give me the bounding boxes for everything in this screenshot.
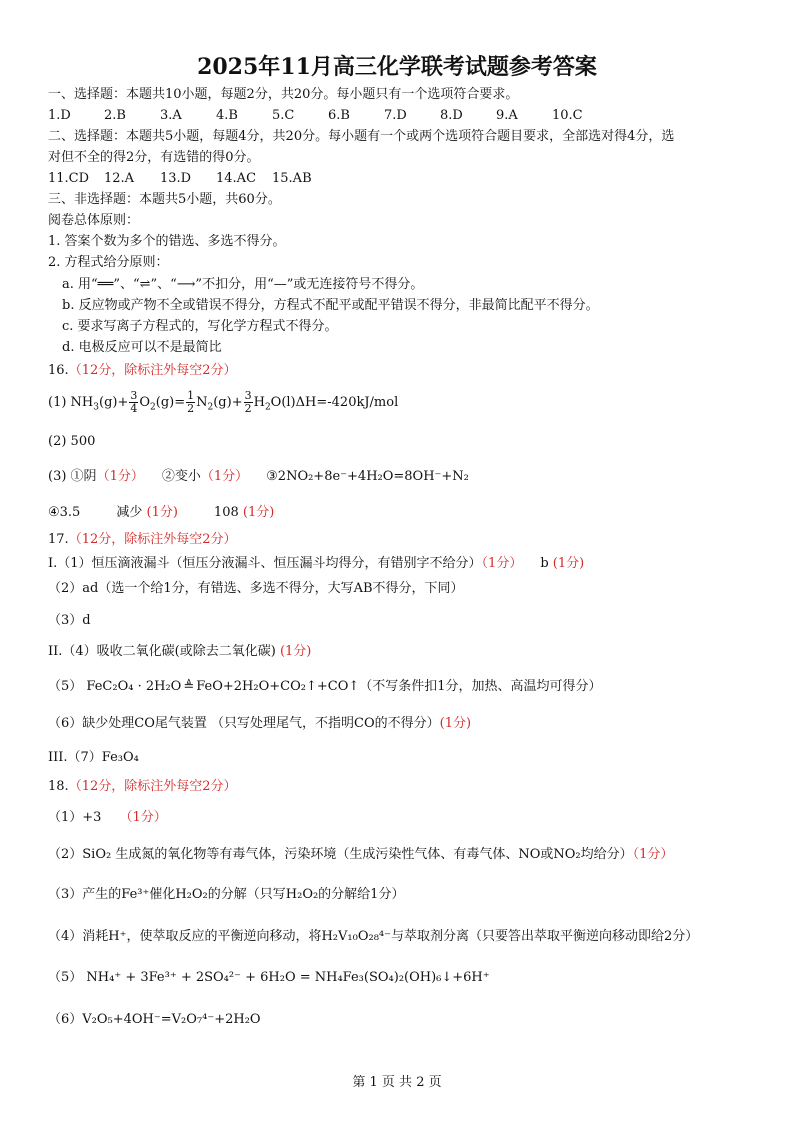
q16-header <box>48 362 237 380</box>
q16-a4-1: ④3.5 <box>48 505 81 520</box>
mc1-answer-7: 7.D <box>384 108 407 123</box>
q18-a1: （1）+3 <box>48 810 102 825</box>
q16-a3-score2: （1分） <box>200 469 249 484</box>
section2-heading-line1: 二、选择题：本题共5小题，每题4分，共20分。每小题有一个或两个选项符合题目要求，全部选对得4分，选 <box>48 129 675 144</box>
q18-a1-score: （1分） <box>119 810 167 825</box>
q17-a4-score: (1分) <box>279 644 312 659</box>
principle-2a: a. 用“══”、“⇌”、“⟶”不扣分，用“—”或无连接符号不得分。 <box>62 277 424 292</box>
principle-2c: c. 要求写离子方程式的，写化学方程式不得分。 <box>62 319 338 334</box>
q18-line2 <box>48 846 673 864</box>
q17-a5-reactant: （5） FeC₂O₄ · 2H₂O <box>48 679 182 694</box>
q18-scoring-note: （12分，除标注外每空2分） <box>68 779 237 794</box>
page-title: 2025年11月高三化学联考试题参考答案 <box>197 54 597 80</box>
q17-a5-heat-arrow: ≜ <box>183 679 195 694</box>
principle-1: 1. 答案个数为多个的错选、多选不得分。 <box>48 234 286 249</box>
q16-a3-score1: （1分） <box>96 469 144 484</box>
q16-scoring-note: （12分，除标注外每空2分） <box>68 363 237 378</box>
principle-2b: b. 反应物或产物不全或错误不得分，方程式不配平或配平错误不得分，非最简比配平不得分。 <box>62 298 599 313</box>
q18-line3: （3）产生的Fe³⁺催化H₂O₂的分解（只写H₂O₂的分解给1分） <box>48 887 405 902</box>
mc1-answer-8: 8.D <box>440 108 463 123</box>
q16-a4-score2: (1分) <box>242 505 275 520</box>
q17-line1 <box>48 555 584 573</box>
page-footer: 第 1 页 共 2 页 <box>352 1075 442 1090</box>
mc2-list <box>48 170 328 188</box>
q17-a1: I.（1）恒压滴液漏斗（恒压分液漏斗、恒压漏斗均得分，有错别字不给分） <box>48 556 482 571</box>
q17-a6: （6）缺少处理CO尾气装置 （只写处理尾气，不指明CO的不得分） <box>48 716 440 731</box>
q17-number: 17. <box>48 532 69 547</box>
q17-line5 <box>48 678 602 696</box>
q17-line3: （3）d <box>48 613 91 628</box>
mc1-answer-6: 6.B <box>328 108 350 123</box>
mc1-answer-10: 10.C <box>552 108 583 123</box>
q17-line7: III.（7）Fe₃O₄ <box>48 750 139 765</box>
mc-answers-1 <box>48 107 608 125</box>
mc1-answer-9: 9.A <box>496 108 518 123</box>
q16-a4-3: 108 <box>213 505 239 520</box>
q16-answer-4 <box>48 504 274 522</box>
q18-line4: （4）消耗H⁺，使萃取反应的平衡逆向移动，将H₂V₁₀O₂₈⁴⁻与萃取剂分离（只要答出萃取平衡逆向移动即给2分） <box>48 929 699 944</box>
q17-a6-score: (1分) <box>439 716 472 731</box>
section2-heading-line2: 对但不全的得2分，有选错的得0分。 <box>48 150 260 165</box>
section1-heading: 一、选择题：本题共10小题，每题2分，共20分。每小题只有一个选项符合要求。 <box>48 87 519 102</box>
mc2-answer-2: 12.A <box>104 171 135 186</box>
q18-line5: （5） NH₄⁺ + 3Fe³⁺ + 2SO₄²⁻ + 6H₂O = NH₄Fe₃(SO₄)₂(OH)₆↓+6H⁺ <box>48 970 490 985</box>
q16-a4-2: 减少 <box>116 505 143 520</box>
mc2-answer-5: 15.AB <box>272 171 312 186</box>
q16-enthalpy: ΔH=-420kJ/mol <box>295 395 399 410</box>
mc1-answer-2: 2.B <box>104 108 126 123</box>
mc-answers-2 <box>48 170 328 188</box>
principle-2d: d. 电极反应可以不是最简比 <box>62 340 222 355</box>
q17-line4 <box>48 643 311 661</box>
q18-line1 <box>48 809 167 827</box>
mc2-answer-4: 14.AC <box>216 171 257 186</box>
mc1-answer-4: 4.B <box>216 108 238 123</box>
mc1-answer-1: 1.D <box>48 108 71 123</box>
q17-a1-score: （1分） <box>481 556 523 571</box>
q18-header <box>48 778 237 796</box>
mc1-answer-3: 3.A <box>160 108 182 123</box>
q16-a4-score1: (1分) <box>146 505 178 520</box>
mc1-list <box>48 107 608 125</box>
q17-a5-products: FeO+2H₂O+CO₂↑+CO↑（不写条件扣1分，加热、高温均可得分） <box>196 679 602 694</box>
q16-answer-2: (2) 500 <box>48 434 96 449</box>
q16-a3-3: ③2NO₂+8e⁻+4H₂O=8OH⁻+N₂ <box>266 469 469 484</box>
mc2-answer-3: 13.D <box>160 171 192 186</box>
q17-line2: （2）ad（选一个给1分，有错选、多选不得分，大写AB不得分，下同） <box>48 581 464 596</box>
q17-a1-b: b <box>540 556 549 571</box>
q17-a4: II.（4）吸收二氧化碳(或除去二氧化碳) <box>48 644 276 659</box>
section3-heading: 三、非选择题：本题共5小题，共60分。 <box>48 192 281 207</box>
q16-a3-1: (3) ①阴 <box>48 469 97 484</box>
q18-a2-score: （1分） <box>632 847 674 862</box>
principle-2: 2. 方程式给分原则： <box>48 255 169 270</box>
q18-number: 18. <box>48 779 69 794</box>
q17-a1-b-score: (1分) <box>552 556 585 571</box>
q17-header <box>48 531 237 549</box>
q16-number: 16. <box>48 363 69 378</box>
mc1-answer-5: 5.C <box>272 108 295 123</box>
q17-line6 <box>48 715 471 733</box>
q16-answer-3 <box>48 468 469 486</box>
q16-answer-1: (1) $NH_3(g)+$ $\frac{3}{4}$ $O_2(g)=$ $\frac{1}{2}$ $N_2(g)+$ $\frac{3}{2}$ $H_2O(l)\Delta H=-420kJ$/mol <box>48 389 399 415</box>
q17-scoring-note: （12分，除标注外每空2分） <box>68 532 237 547</box>
q18-a2: （2）SiO₂ 生成氮的氧化物等有毒气体，污染环境（生成污染性气体、有毒气体、NO或NO₂均给分） <box>48 847 633 862</box>
q18-line6: （6）V₂O₅+4OH⁻=V₂O₇⁴⁻+2H₂O <box>48 1012 261 1027</box>
mc2-answer-1: 11.CD <box>48 171 90 186</box>
q16-a3-2: ②变小 <box>161 469 201 484</box>
principles-heading: 阅卷总体原则： <box>48 213 140 228</box>
